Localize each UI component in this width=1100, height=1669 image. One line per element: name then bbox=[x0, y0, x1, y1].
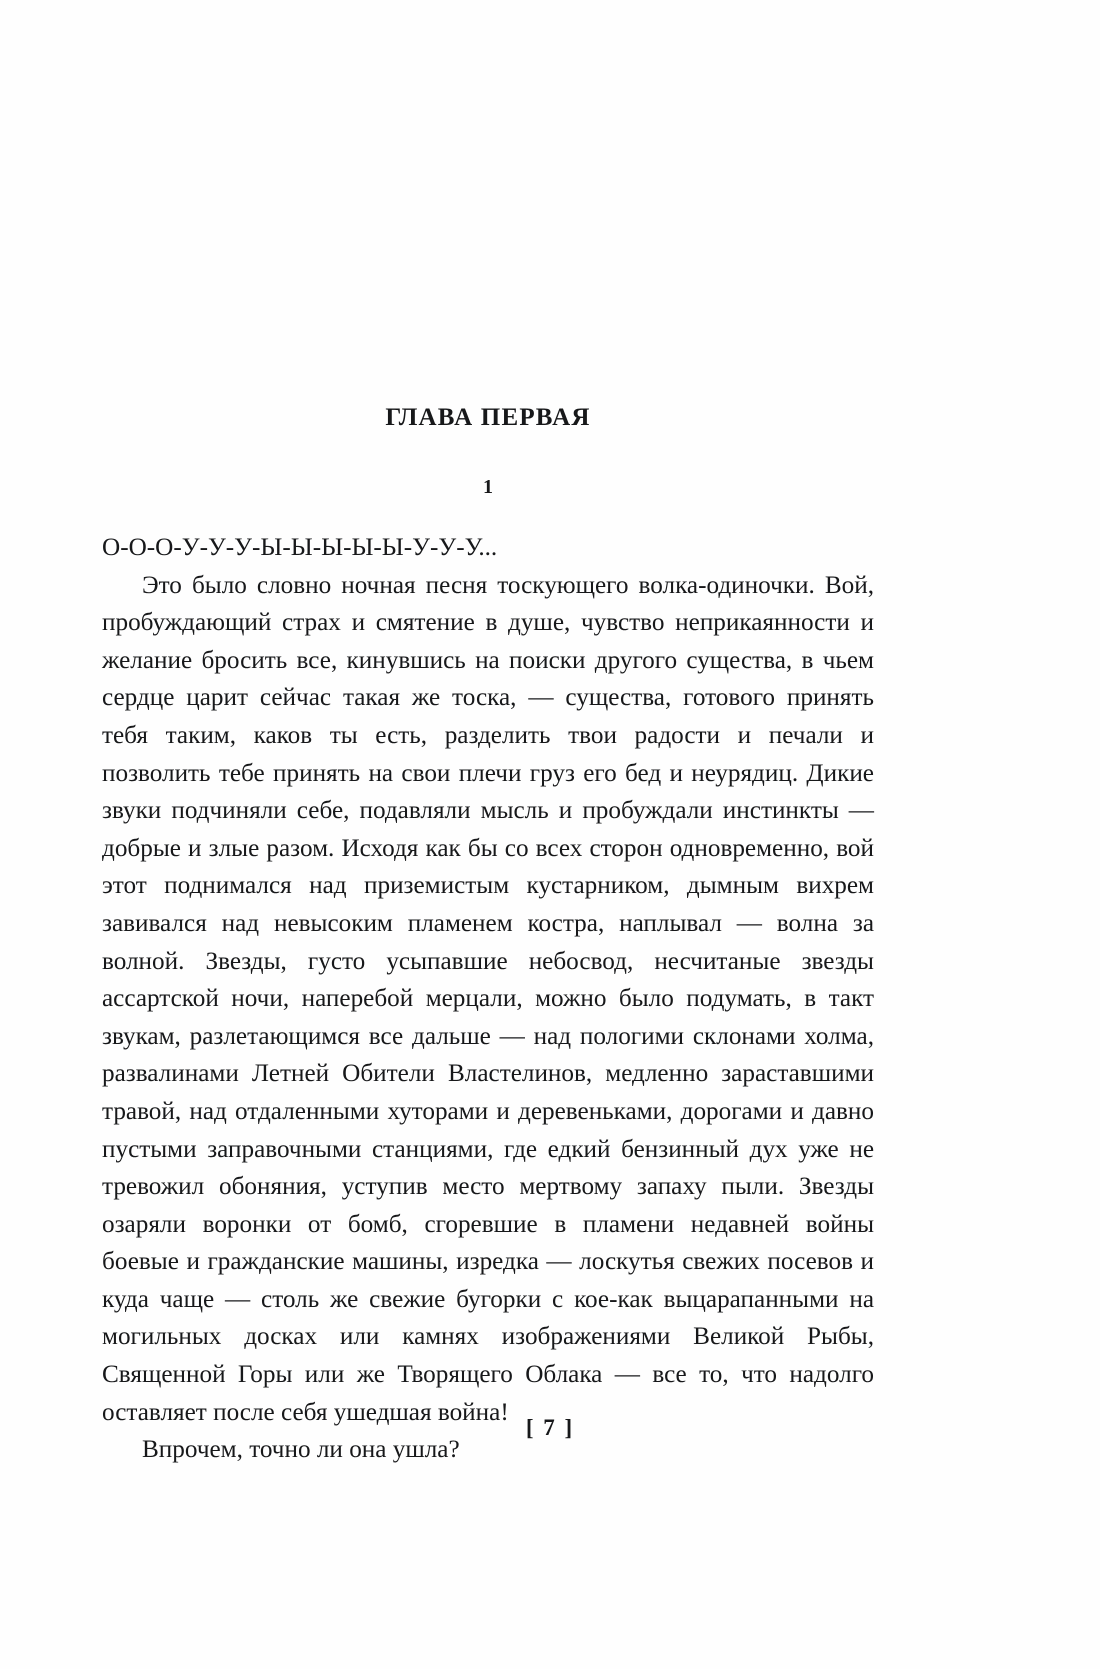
page-text-block bbox=[102, 404, 874, 1469]
paragraph-main: Это было словно ночная песня тоскующего волка-одиночки. Вой, пробуждающий страх и смятение в душе, чувство неприкаянности и желание бросить все, кинувшись на поиски другого существа, в чьем сердце царит сейчас такая же тоска, — существа, готового принять тебя таким, каков ты есть, разделить твои радости и печали и позволить тебе принять на свои плечи груз его бед и неурядиц. Дикие звуки подчиняли себе, подавляли мысль и пробуждали инстинкты — добрые и злые разом. Исходя как бы со всех сторон одновременно, вой этот поднимался над приземистым кустарником, дымным вихрем завивался над невысоким пламенем костра, наплывал — волна за волной. Звезды, густо усыпавшие небосвод, несчитаные звезды ассартской ночи, наперебой мерцали, можно было подумать, в такт звукам, разлетающимся все дальше — над пологими склонами холма, развалинами Летней Обители Властелинов, медленно зараставшими травой, над отдаленными хуторами и деревеньками, дорогами и давно пустыми заправочными станциями, где едкий бензинный дух уже не тревожил обоняния, уступив место мертвому запаху пыли. Звезды озаряли воронки от бомб, сгоревшие в пламени недавней войны боевые и гражданские машины, изредка — лоскутья свежих посевов и куда чаще — столь же свежие бугорки с кое-как выцарапанными на могильных досках или камнях изображениями Великой Рыбы, Священной Горы или же Творящего Облака — все то, что надолго оставляет после себя ушедшая война! bbox=[102, 571, 874, 1426]
page-number: [ 7 ] bbox=[525, 1415, 575, 1440]
section-number: 1 bbox=[483, 476, 493, 498]
chapter-title: ГЛАВА ПЕРВАЯ bbox=[385, 404, 591, 431]
paragraph-closing: Впрочем, точно ли она ушла? bbox=[142, 1436, 460, 1464]
body-text bbox=[102, 529, 874, 1469]
paragraph-howl: О-О-О-У-У-У-Ы-Ы-Ы-Ы-Ы-У-У-У... bbox=[102, 534, 498, 561]
